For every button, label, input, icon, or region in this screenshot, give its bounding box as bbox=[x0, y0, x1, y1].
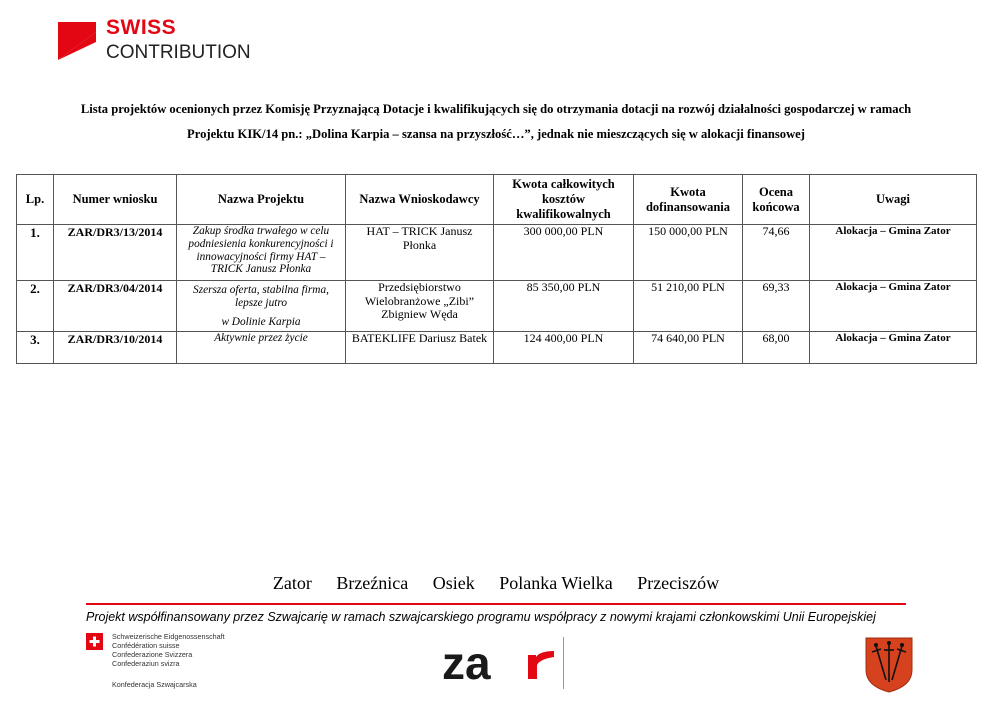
cell-lp: 3. bbox=[17, 332, 54, 364]
header-ocena-koncowa: Ocena końcowa bbox=[743, 175, 810, 225]
cell-numer: ZAR/DR3/10/2014 bbox=[54, 332, 177, 364]
cell-wnioskodawca: HAT – TRICK Janusz Płonka bbox=[346, 225, 494, 281]
confederation-name-pl: Konfederacja Szwajcarska bbox=[112, 680, 197, 689]
town-name: Zator bbox=[272, 573, 312, 593]
cell-projekt bbox=[177, 281, 346, 332]
header-numer-wniosku: Numer wniosku bbox=[54, 175, 177, 225]
swiss-flag-icon bbox=[86, 633, 103, 650]
town-name: Przeciszów bbox=[637, 573, 720, 593]
cell-lp: 2. bbox=[17, 281, 54, 332]
table-row bbox=[17, 225, 977, 281]
logo-separator bbox=[563, 637, 564, 689]
cell-wnioskodawca: BATEKLIFE Dariusz Batek bbox=[346, 332, 494, 364]
cell-numer: ZAR/DR3/04/2014 bbox=[54, 281, 177, 332]
cell-wnioskodawca: Przedsiębiorstwo Wielobranżowe „Zibi” Zbigniew Węda bbox=[346, 281, 494, 332]
table-row bbox=[17, 281, 977, 332]
towns-list bbox=[0, 573, 992, 594]
cell-ocena: 68,00 bbox=[743, 332, 810, 364]
cell-projekt-line1: Szersza oferta, stabilna firma, lepsze jutro bbox=[193, 284, 329, 309]
header-nazwa-wnioskodawcy: Nazwa Wnioskodawcy bbox=[346, 175, 494, 225]
swiss-contribution-logo-icon bbox=[58, 22, 96, 60]
cofunding-note: Projekt współfinansowany przez Szwajcarię w ramach szwajcarskiego programu współpracy z nowymi krajami członkowskimi Unii Europejskiej bbox=[86, 610, 876, 624]
header-lp: Lp. bbox=[17, 175, 54, 225]
cell-projekt: Aktywnie przez życie bbox=[177, 332, 346, 364]
cell-projekt-line2: w Dolinie Karpia bbox=[221, 315, 301, 328]
document-title-line-1: Lista projektów ocenionych przez Komisję Przyznającą Dotacje i kwalifikujących się do otrzymania dotacji na rozwój działalności gospodarczej w ramach bbox=[80, 102, 912, 116]
cell-uwagi: Alokacja – Gmina Zator bbox=[810, 281, 977, 332]
town-name: Polanka Wielka bbox=[499, 573, 613, 593]
header-uwagi: Uwagi bbox=[810, 175, 977, 225]
table-row bbox=[17, 332, 977, 364]
cell-projekt: Zakup środka trwałego w celu podniesienia konkurencyjności i innowacyjności firmy HAT – TRICK Janusz Płonka bbox=[177, 225, 346, 281]
cell-uwagi: Alokacja – Gmina Zator bbox=[810, 332, 977, 364]
header-kwota-calkowitych: Kwota całkowitych kosztów kwalifikowalnych bbox=[494, 175, 634, 225]
confederation-name-it: Confederazione Svizzera bbox=[112, 650, 193, 659]
cell-ocena: 69,33 bbox=[743, 281, 810, 332]
cell-kwota-calk: 300 000,00 PLN bbox=[494, 225, 634, 281]
logo-swiss-text: SWISS bbox=[106, 16, 177, 39]
town-name: Brzeźnica bbox=[336, 573, 409, 593]
cell-kwota-calk: 124 400,00 PLN bbox=[494, 332, 634, 364]
confederation-name-de: Schweizerische Eidgenossenschaft bbox=[112, 632, 225, 641]
cell-kwota-dof: 51 210,00 PLN bbox=[634, 281, 743, 332]
zar-logo-icon bbox=[440, 637, 564, 691]
confederation-name-rm: Confederaziun svizra bbox=[112, 659, 180, 668]
cell-kwota-dof: 74 640,00 PLN bbox=[634, 332, 743, 364]
cell-lp: 1. bbox=[17, 225, 54, 281]
zator-coat-of-arms-icon bbox=[864, 636, 914, 694]
header-kwota-dofinansowania: Kwota dofinansowania bbox=[634, 175, 743, 225]
document-title-line-2: Projektu KIK/14 pn.: „Dolina Karpia – szansa na przyszłość…”, jednak nie mieszczących się w alokacji finansowej bbox=[187, 127, 805, 141]
cell-ocena: 74,66 bbox=[743, 225, 810, 281]
header-nazwa-projektu: Nazwa Projektu bbox=[177, 175, 346, 225]
cell-kwota-dof: 150 000,00 PLN bbox=[634, 225, 743, 281]
town-name: Osiek bbox=[432, 573, 475, 593]
cell-uwagi: Alokacja – Gmina Zator bbox=[810, 225, 977, 281]
footer-divider bbox=[86, 603, 906, 605]
confederation-name-fr: Confédération suisse bbox=[112, 641, 180, 650]
table-header-row bbox=[17, 175, 977, 225]
cell-numer: ZAR/DR3/13/2014 bbox=[54, 225, 177, 281]
logo-contribution-text: CONTRIBUTION bbox=[106, 42, 251, 63]
cell-kwota-calk: 85 350,00 PLN bbox=[494, 281, 634, 332]
projects-table bbox=[16, 174, 977, 364]
svg-text:za: za bbox=[442, 637, 491, 689]
